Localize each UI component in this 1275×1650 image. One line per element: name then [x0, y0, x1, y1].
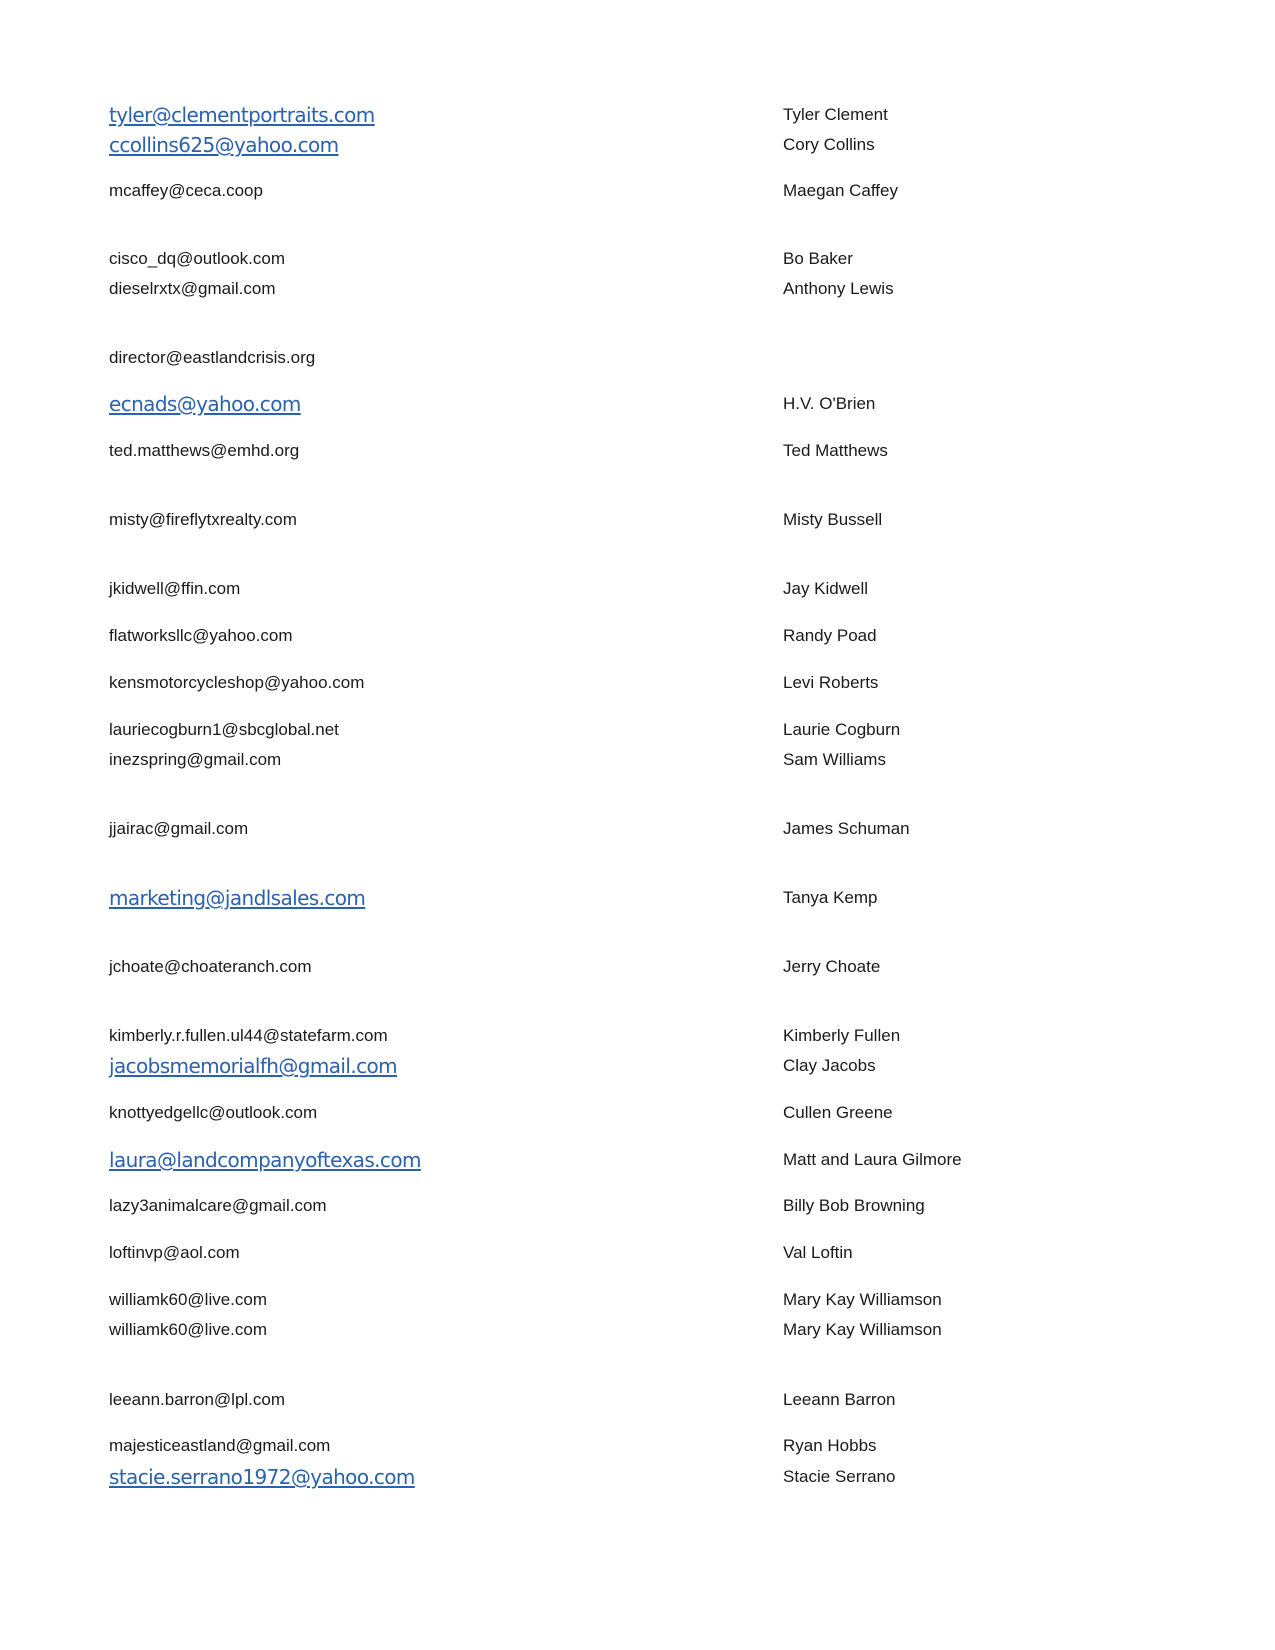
email-link[interactable]: marketing@jandlsales.com: [109, 886, 366, 910]
email-text: knottyedgellc@outlook.com: [109, 1103, 318, 1122]
contact-row: [0, 506, 1275, 536]
email-link[interactable]: jacobsmemorialfh@gmail.com: [109, 1054, 397, 1078]
email-text: director@eastlandcrisis.org: [109, 348, 316, 367]
email-text: williamk60@live.com: [109, 1290, 268, 1309]
contact-row: [0, 275, 1275, 305]
contact-name: Billy Bob Browning: [783, 1196, 925, 1215]
contact-row: [0, 953, 1275, 983]
contact-row: [0, 1316, 1275, 1346]
email-text: jjairac@gmail.com: [109, 819, 249, 838]
contact-row: [0, 1192, 1275, 1222]
contact-name: Tyler Clement: [783, 105, 888, 124]
email-text: cisco_dq@outlook.com: [109, 249, 286, 268]
contact-row: [0, 815, 1275, 845]
contact-name: Mary Kay Williamson: [783, 1320, 942, 1339]
email-text: kimberly.r.fullen.ul44@statefarm.com: [109, 1026, 388, 1045]
contact-name: Tanya Kemp: [783, 888, 878, 907]
contact-row: [0, 437, 1275, 467]
contact-name: Bo Baker: [783, 249, 853, 268]
contact-row: [0, 1432, 1275, 1462]
contact-row: [0, 344, 1275, 374]
contact-name: Clay Jacobs: [783, 1056, 876, 1075]
email-text: mcaffey@ceca.coop: [109, 181, 263, 200]
contact-row: [0, 131, 1275, 161]
contact-row: [0, 746, 1275, 776]
email-link[interactable]: tyler@clementportraits.com: [109, 103, 375, 127]
contact-name: Kimberly Fullen: [783, 1026, 901, 1045]
email-text: jchoate@choateranch.com: [109, 957, 312, 976]
contact-row: [0, 177, 1275, 207]
email-text: flatworksllc@yahoo.com: [109, 626, 293, 645]
email-text: lauriecogburn1@sbcglobal.net: [109, 720, 339, 739]
contact-row: [0, 1052, 1275, 1082]
email-text: ted.matthews@emhd.org: [109, 441, 300, 460]
contact-name: James Schuman: [783, 819, 910, 838]
contact-row: [0, 1239, 1275, 1269]
contact-row: [0, 1286, 1275, 1316]
contact-name: Levi Roberts: [783, 673, 879, 692]
contact-row: [0, 1463, 1275, 1493]
contact-row: [0, 622, 1275, 652]
email-text: jkidwell@ffin.com: [109, 579, 241, 598]
email-text: misty@fireflytxrealty.com: [109, 510, 297, 529]
email-text: majesticeastland@gmail.com: [109, 1436, 331, 1455]
contact-name: Cory Collins: [783, 135, 875, 154]
contact-row: [0, 669, 1275, 699]
email-link[interactable]: stacie.serrano1972@yahoo.com: [109, 1465, 415, 1489]
contact-row: [0, 716, 1275, 746]
contact-name: Misty Bussell: [783, 510, 883, 529]
contact-name: Jay Kidwell: [783, 579, 869, 598]
email-text: dieselrxtx@gmail.com: [109, 279, 276, 298]
contact-name: Cullen Greene: [783, 1103, 893, 1122]
contact-name: Leeann Barron: [783, 1390, 896, 1409]
contact-row: [0, 1099, 1275, 1129]
email-text: lazy3animalcare@gmail.com: [109, 1196, 327, 1215]
contact-row: [0, 1146, 1275, 1176]
contact-name: Val Loftin: [783, 1243, 853, 1262]
contact-row: [0, 101, 1275, 131]
contact-name: Maegan Caffey: [783, 181, 898, 200]
contact-name: Stacie Serrano: [783, 1467, 896, 1486]
email-link[interactable]: ccollins625@yahoo.com: [109, 133, 339, 157]
contact-name: Jerry Choate: [783, 957, 881, 976]
contact-name: Randy Poad: [783, 626, 877, 645]
contact-row: [0, 575, 1275, 605]
contact-name: Sam Williams: [783, 750, 886, 769]
contact-name: Ryan Hobbs: [783, 1436, 877, 1455]
email-link[interactable]: laura@landcompanyoftexas.com: [109, 1148, 421, 1172]
contact-name: Ted Matthews: [783, 441, 888, 460]
contact-name: Matt and Laura Gilmore: [783, 1150, 962, 1169]
contact-row: [0, 245, 1275, 275]
contact-row: [0, 884, 1275, 914]
email-text: kensmotorcycleshop@yahoo.com: [109, 673, 365, 692]
contact-name: Mary Kay Williamson: [783, 1290, 942, 1309]
email-text: inezspring@gmail.com: [109, 750, 282, 769]
email-text: leeann.barron@lpl.com: [109, 1390, 286, 1409]
email-link[interactable]: ecnads@yahoo.com: [109, 392, 301, 416]
email-text: williamk60@live.com: [109, 1320, 268, 1339]
email-text: loftinvp@aol.com: [109, 1243, 240, 1262]
contact-name: Anthony Lewis: [783, 279, 894, 298]
contact-row: [0, 1386, 1275, 1416]
contact-row: [0, 390, 1275, 420]
contact-name: H.V. O'Brien: [783, 394, 876, 413]
contact-name: Laurie Cogburn: [783, 720, 901, 739]
contact-row: [0, 1022, 1275, 1052]
